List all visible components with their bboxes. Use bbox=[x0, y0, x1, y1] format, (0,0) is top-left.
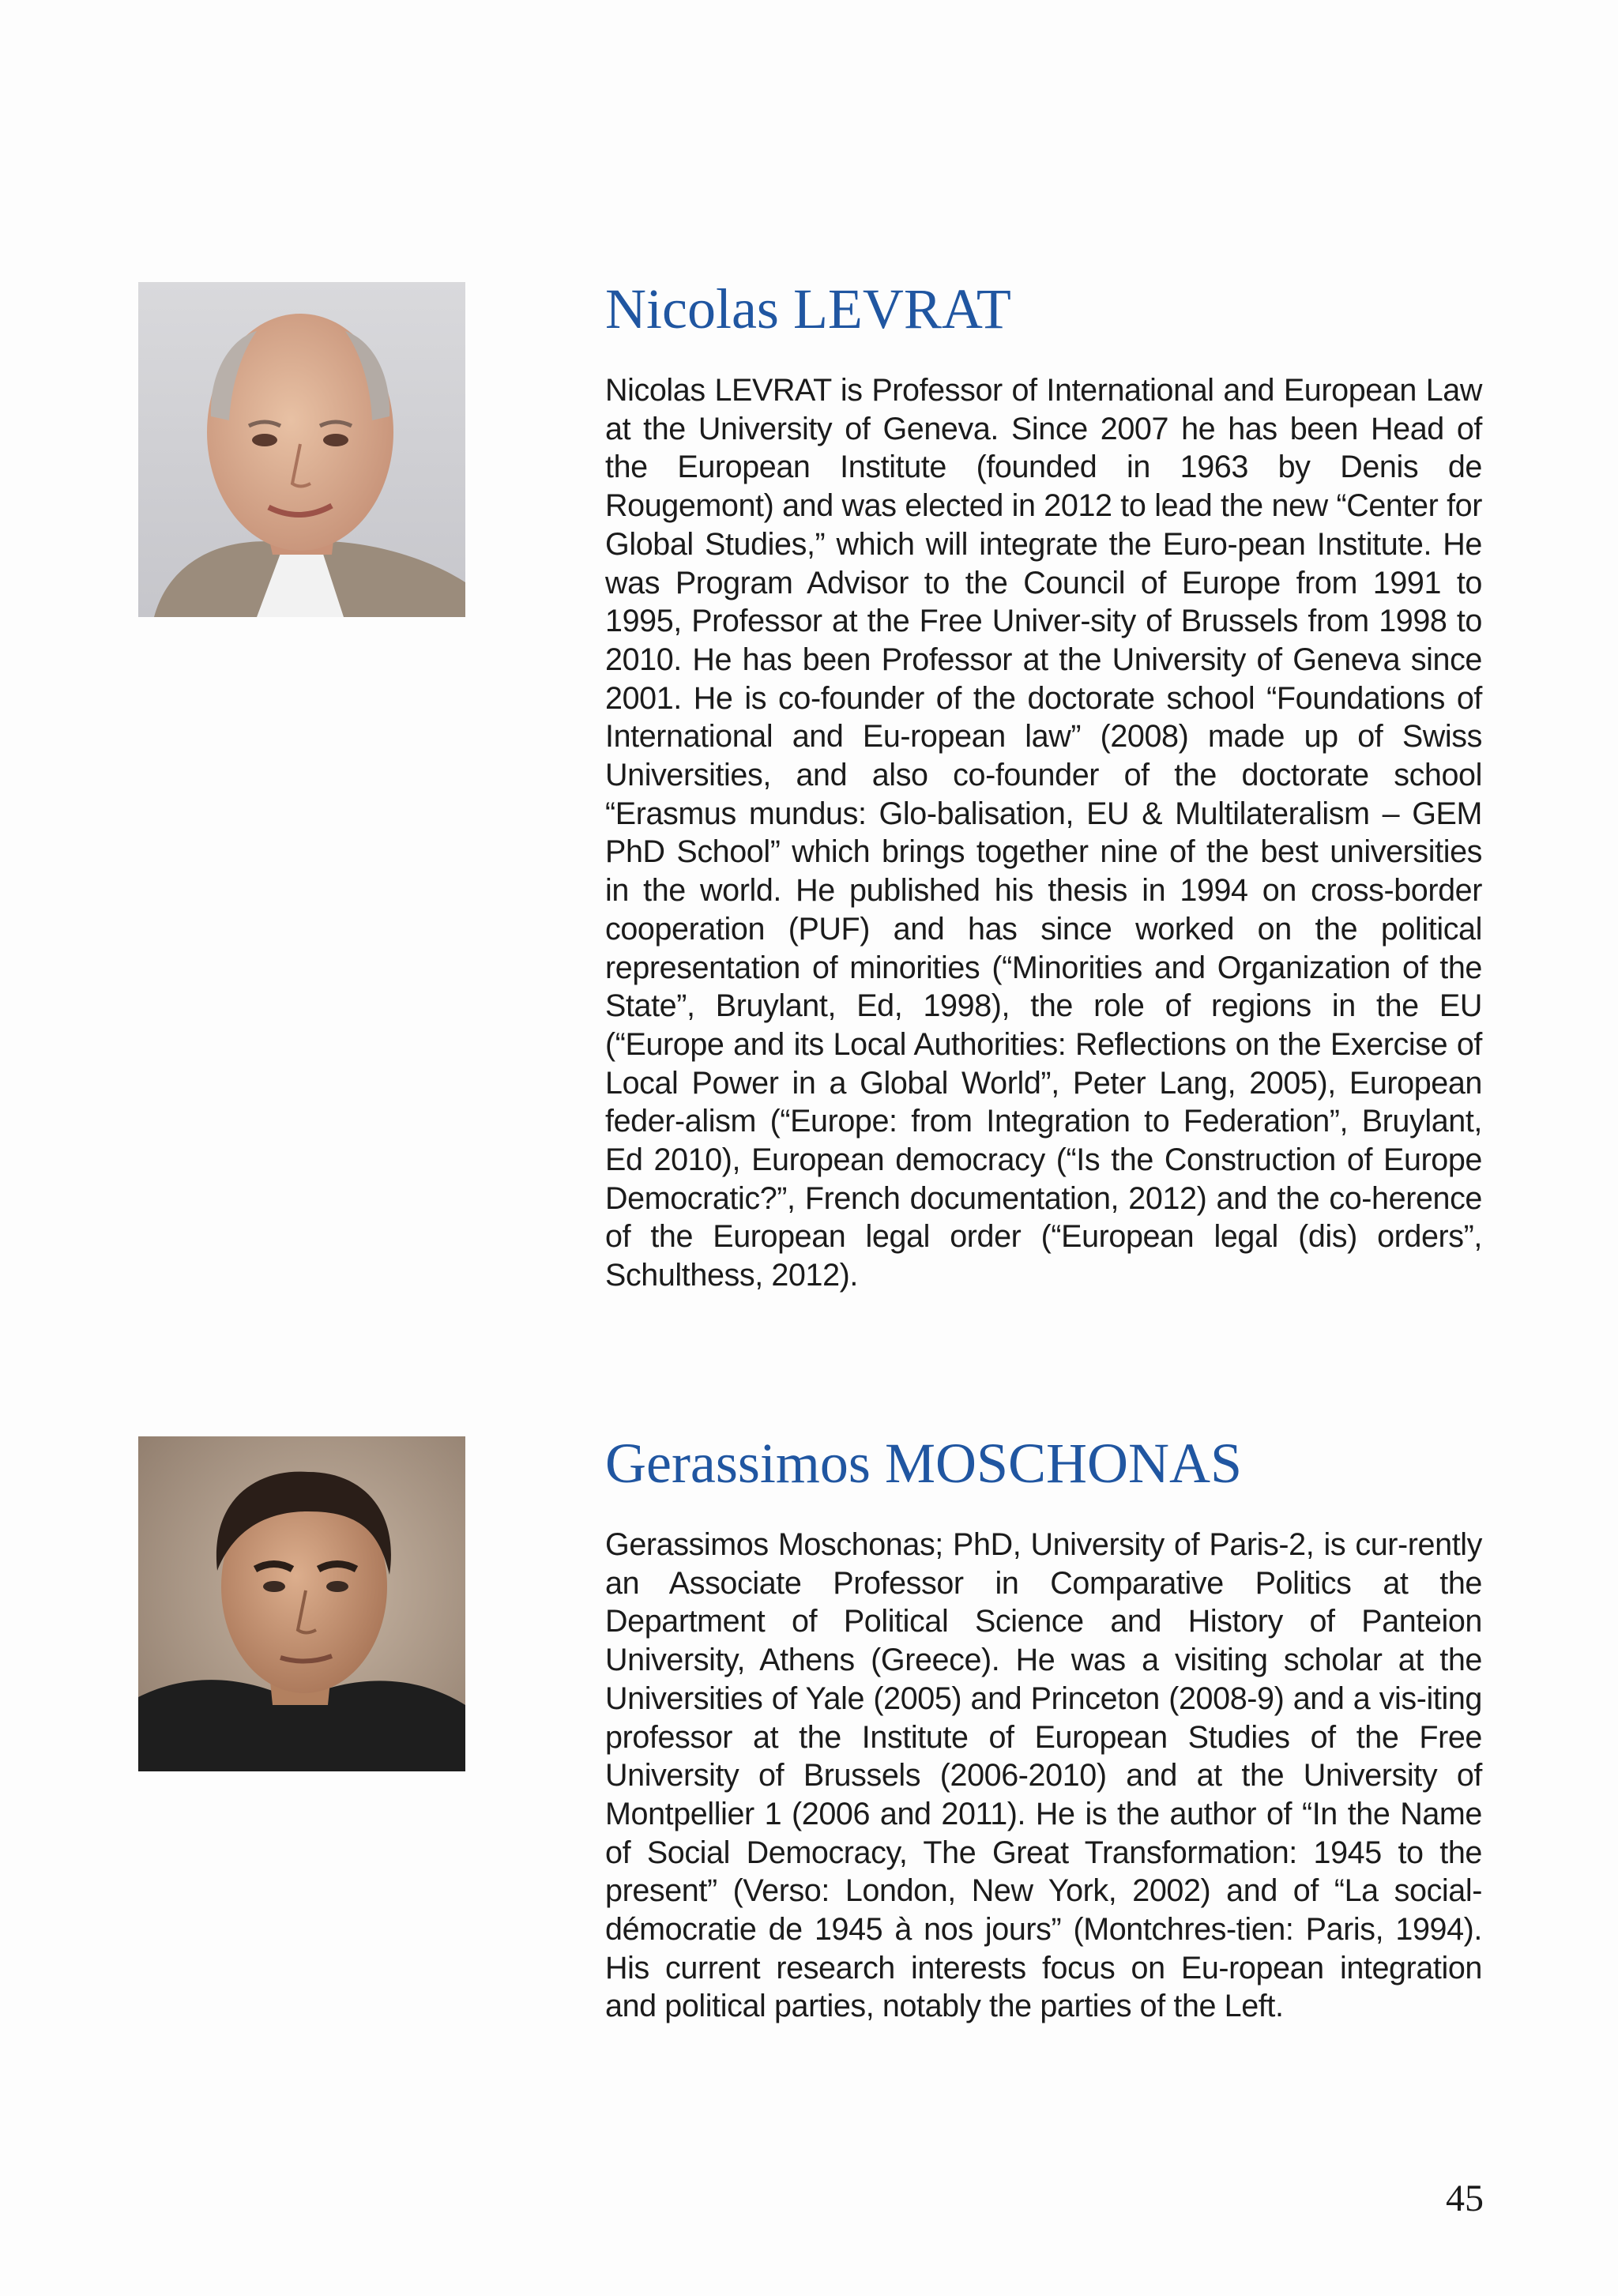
profile-text bbox=[605, 277, 1482, 1293]
person-name: Nicolas LEVRAT bbox=[605, 277, 1011, 341]
biography: Nicolas LEVRAT is Professor of International and European Law at the University of Geneva. Since 2007 he has been Head of the European Institute (founded in 1963 by Denis de Rougemont) and was elected in 2012 to lead the new “Center for Global Studies,” which will integrate the Euro-pean Institute. He was Program Advisor to the Council of Europe from 1991 to 1995, Professor at the Free Univer-sity of Brussels from 1998 to 2010. He has been Professor at the University of Geneva since 2001. He is co-founder of the doctorate school “Foundations of International and Eu-ropean law” (2008) made up of Swiss Universities, and also co-founder of the doctorate school “Erasmus mundus: Glo-balisation, EU & Multilateralism – GEM PhD School” which brings together nine of the best universities in the world. He published his thesis in 1994 on cross-border cooperation (PUF) and has since worked on the political representation of minorities (“Minorities and Organization of the State”, Bruylant, Ed, 1998), the role of regions in the EU (“Europe and its Local Authorities: Reflections on the Exercise of Local Power in a Global World”, Peter Lang, 2005), European feder-alism (“Europe: from Integration to Federation”, Bruylant, Ed 2010), European democracy (“Is the Construction of Europe Democratic?”, French documentation, 2012) and the co-herence of the European legal order (“European legal (dis) orders”, Schulthess, 2012). bbox=[605, 373, 1482, 1293]
portrait-photo bbox=[138, 282, 465, 617]
portrait-photo bbox=[138, 1436, 465, 1771]
page-number: 45 bbox=[1446, 2177, 1484, 2219]
biography: Gerassimos Moschonas; PhD, University of Paris-2, is cur-rently an Associate Professor in Comparative Politics at the Department of Political Science and History of Panteion University, Athens (Greece). He was a visiting scholar at the Universities of Yale (2005) and Princeton (2008-9) and a vis-iting professor at the Institute of European Studies of the Free University of Brussels (2006-2010) and at the University of Montpellier 1 (2006 and 2011). He is the author of “In the Name of Social Democracy, The Great Transformation: 1945 to the present” (Verso: London, New York, 2002) and of “La social-démocratie de 1945 à nos jours” (Montchres-tien: Paris, 1994). His current research interests focus on Eu-ropean integration and political parties, notably the parties of the Left. bbox=[605, 1527, 1482, 2024]
person-name: Gerassimos MOSCHONAS bbox=[605, 1432, 1243, 1495]
profile-text bbox=[605, 1432, 1482, 2024]
